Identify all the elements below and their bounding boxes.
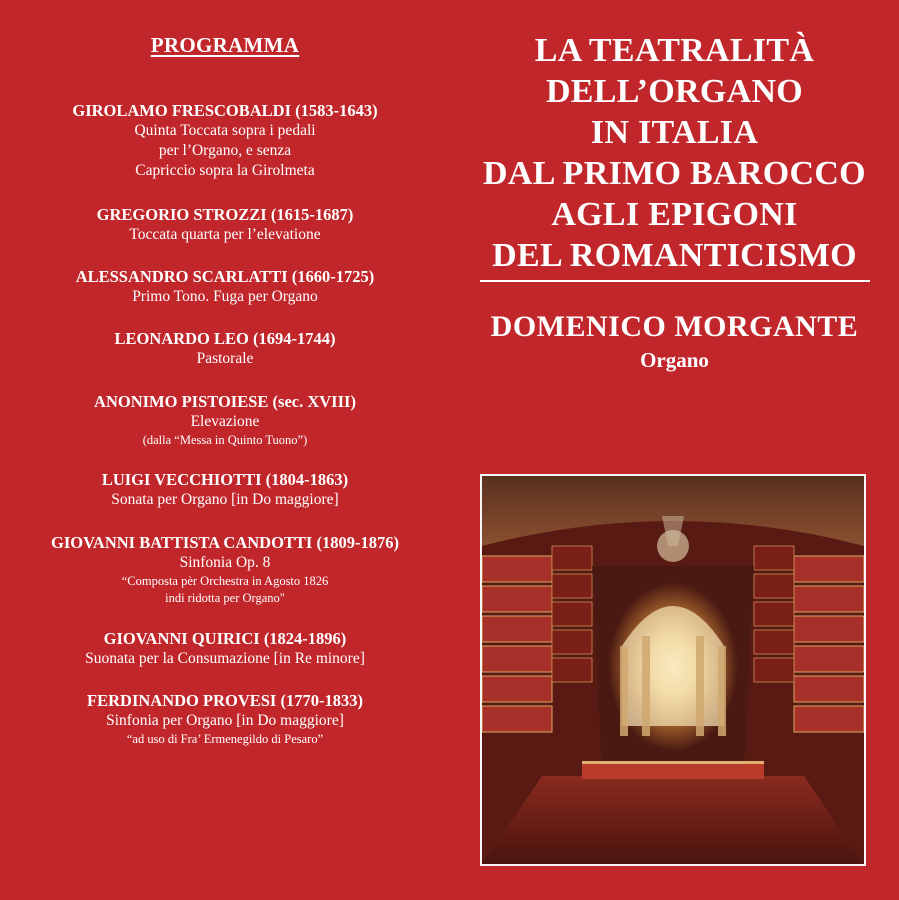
composer-name: GIOVANNI QUIRICI (1824-1896) [103,629,347,648]
performer-instrument: Organo [640,348,709,372]
composer-name: GREGORIO STROZZI (1615-1687) [96,205,354,224]
work-title: Primo Tono. Fuga per Organo [132,288,318,305]
programme-item [0,391,450,449]
work-note: “Composta pèr Orchestra in Agosto 1826 [121,574,329,588]
work-note: indi ridotta per Organo" [165,591,285,605]
work-title: Quinta Toccata sopra i pedali [134,122,316,139]
performer-name: DOMENICO MORGANTE [490,310,859,343]
work-note: “ad uso di Fra’ Ermenegildo di Pesaro” [126,732,324,746]
work-title: per l’Organo, e senza [158,142,292,159]
concert-title [450,30,899,276]
work-title: Pastorale [196,350,254,367]
work-title: Suonata per la Consumazione [in Re minore] [85,650,365,667]
composer-name: ANONIMO PISTOIESE (sec. XVIII) [94,392,356,411]
title-column [450,0,899,900]
work-title: Sinfonia per Organo [in Do maggiore] [106,712,344,729]
composer-name: LUIGI VECCHIOTTI (1804-1863) [101,470,349,489]
theatre-painting [480,474,866,866]
work-note: (dalla “Messa in Quinto Tuono”) [142,433,308,447]
title-line: DAL PRIMO BAROCCO [483,155,866,192]
composer-name: GIOVANNI BATTISTA CANDOTTI (1809-1876) [51,533,399,552]
title-line: AGLI EPIGONI [551,196,798,233]
work-title: Toccata quarta per l’elevatione [129,226,321,243]
title-line: DEL ROMANTICISMO [492,237,857,274]
composer-name: FERDINANDO PROVESI (1770-1833) [87,691,363,710]
programme-item [0,532,450,607]
programme-item [0,204,450,245]
divider [480,280,870,282]
programme-item [0,328,450,369]
programme-item [0,469,450,510]
programme-item [0,690,450,748]
programme-item [0,100,450,181]
work-title: Sinfonia Op. 8 [179,554,271,571]
title-line: DELL’ORGANO [545,73,804,110]
title-line: IN ITALIA [590,114,759,151]
composer-name: ALESSANDRO SCARLATTI (1660-1725) [75,267,375,286]
work-title: Sonata per Organo [in Do maggiore] [111,491,339,508]
title-line: LA TEATRALITÀ [534,32,815,69]
programme-item [0,266,450,307]
composer-name: LEONARDO LEO (1694-1744) [114,329,336,348]
programme-item [0,628,450,669]
work-title: Capriccio sopra la Girolmeta [135,162,315,179]
work-title: Elevazione [190,413,260,430]
composer-name: GIROLAMO FRESCOBALDI (1583-1643) [72,101,378,120]
programme-heading: PROGRAMMA [150,33,300,57]
